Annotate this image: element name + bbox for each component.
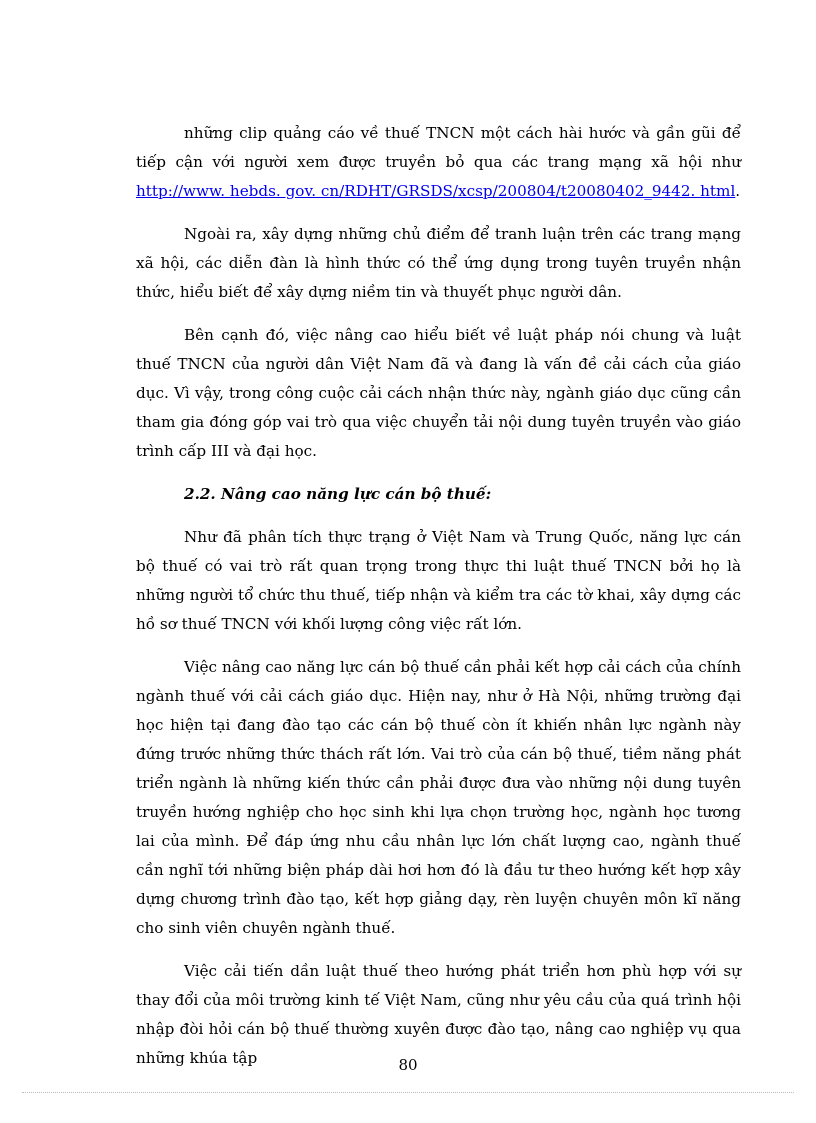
paragraph-1-text: những clip quảng cáo về thuế TNCN một cách hài hước và gần gũi để tiếp cận với người xem được truyền bỏ qua các trang mạng xã hội như	[136, 124, 741, 171]
paragraph-4: Như đã phân tích thực trạng ở Việt Nam và Trung Quốc, năng lực cán bộ thuế có vai trò rất quan trọng trong thực thi luật thuế TNCN bởi họ là những người tổ chức thu thuế, tiếp nhận và kiểm tra các tờ khai, xây dựng các hồ sơ thuế TNCN với khối lượng công việc rất lớn.	[136, 528, 741, 633]
page-bottom-border	[22, 1092, 794, 1093]
section-heading: 2.2. Nâng cao năng lực cán bộ thuế:	[184, 485, 492, 503]
page-body	[136, 119, 741, 1087]
paragraph-6: Việc cải tiến dần luật thuế theo hướng phát triển hơn phù hợp với sự thay đổi của môi trường kinh tế Việt Nam, cũng như yêu cầu của quá trình hội nhập đòi hỏi cán bộ thuế thường xuyên được đào tạo, nâng cao nghiệp vụ qua những khúa tập	[136, 962, 741, 1067]
paragraph-3: Bên cạnh đó, việc nâng cao hiểu biết về luật pháp nói chung và luật thuế TNCN của người dân Việt Nam đã và đang là vấn đề cải cách của giáo dục. Vì vậy, trong công cuộc cải cách nhận thức này, ngành giáo dục cũng cần tham gia đóng góp vai trò qua việc chuyển tải nội dung tuyên truyền vào giáo trình cấp III và đại học.	[136, 326, 741, 460]
page-number: 80	[398, 1056, 418, 1074]
paragraph-2: Ngoài ra, xây dựng những chủ điểm để tranh luận trên các trang mạng xã hội, các diễn đàn là hình thức có thể ứng dụng trong tuyên truyền nhận thức, hiểu biết để xây dựng niềm tin và thuyết phục người dân.	[136, 225, 741, 301]
paragraph-1	[136, 119, 741, 206]
paragraph-5: Việc nâng cao năng lực cán bộ thuế cần phải kết hợp cải cách của chính ngành thuế với cải cách giáo dục. Hiện nay, như ở Hà Nội, những trường đại học hiện tại đang đào tạo các cán bộ thuế còn ít khiến nhân lực ngành này đứng trước những thức thách rất lớn. Vai trò của cán bộ thuế, tiềm năng phát triển ngành là những kiến thức cần phải được đưa vào những nội dung tuyên truyền hướng nghiệp cho học sinh khi lựa chọn trường học, ngành học tương lai của mình. Để đáp ứng nhu cầu nhân lực lớn chất lượng cao, ngành thuế cần nghĩ tới những biện pháp dài hơi hơn đó là đầu tư theo hướng kết hợp xây dựng chương trình đào tạo, kết hợp giảng dạy, rèn luyện chuyên môn kĩ năng cho sinh viên chuyên ngành thuế.	[136, 658, 741, 937]
source-link[interactable]: http://www. hebds. gov. cn/RDHT/GRSDS/xcsp/200804/t20080402_9442. html	[136, 182, 736, 200]
paragraph-1-end: .	[735, 182, 741, 200]
